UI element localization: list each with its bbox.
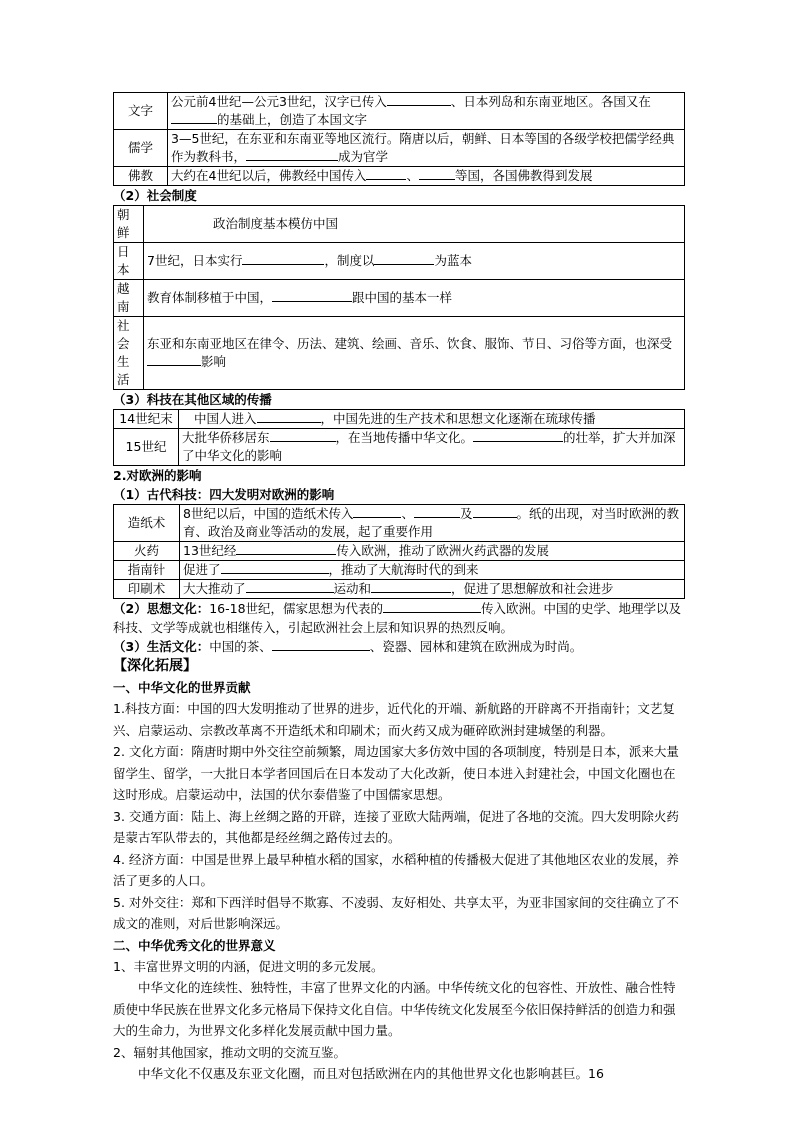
row-header: 儒学 <box>114 130 168 167</box>
table-row <box>114 130 685 167</box>
extension-heading: 【深化拓展】 <box>113 658 197 674</box>
row-header: 指南针 <box>114 561 180 580</box>
fill-blank[interactable] <box>257 410 321 423</box>
contribution-heading: 一、中华文化的世界贡献 <box>113 680 251 695</box>
table-row <box>114 206 685 243</box>
row-content: 7世纪，日本实行 ，制度以 为蓝本 <box>144 243 685 280</box>
contribution-item: 3. 交通方面：陆上、海上丝绸之路的开辟，连接了亚欧大陆两端，促进了各地的交流。四大发明除火药是蒙古军队带去的，其他都是经丝绸之路传过去的。 <box>113 808 679 845</box>
fill-blank[interactable] <box>147 353 201 366</box>
section-heading: （3）科技在其他区域的传播 <box>113 392 272 407</box>
row-content: 东亚和东南亚地区在律令、历法、建筑、绘画、音乐、饮食、服饰、节日、习俗等方面，也深受影响 <box>144 317 685 390</box>
table-row <box>114 561 685 580</box>
table-row <box>114 317 685 390</box>
worksheet-page <box>113 92 685 1085</box>
fill-blank[interactable] <box>419 167 455 180</box>
fill-blank[interactable] <box>473 429 563 442</box>
fill-blank[interactable] <box>272 289 352 302</box>
row-content: 8世纪以后，中国的造纸术传入 、 及 。纸的出现，对当时欧洲的教育、政治及商业等活动的发展，起了重要作用 <box>180 505 685 542</box>
significance-subtitle: 1、丰富世界文明的内涵，促进文明的多元发展。 <box>113 958 384 974</box>
table-row <box>114 542 685 561</box>
contribution-item: 1.科技方面：中国的四大发明推动了世界的进步，近代化的开端、新航路的开辟离不开指南针；文艺复兴、启蒙运动、宗教改革离不开造纸术和印刷术；而火药又成为砸碎欧洲封建城堡的利器。 <box>113 701 675 738</box>
row-header: 日本 <box>114 243 144 280</box>
table-row <box>114 505 685 542</box>
row-header: 15世纪 <box>114 429 179 466</box>
row-header: 社会生活 <box>114 317 144 390</box>
section-heading: 2.对欧洲的影响 <box>113 468 202 483</box>
thought-culture-paragraph: （2）思想文化：16-18世纪，儒家思想为代表的 传入欧洲。中国的史学、地理学以及科技、文学等成就也相继传入，引起欧洲社会上层和知识界的热烈反响。 <box>113 601 682 635</box>
section-heading: （1）古代科技：四大发明对欧洲的影响 <box>113 487 335 502</box>
culture-spread-table <box>113 92 685 186</box>
row-content: 公元前4世纪—公元3世纪，汉字已传入 、日本列岛和东南亚地区。各国又在的基础上，创造了本国文字 <box>168 93 685 130</box>
fill-blank[interactable] <box>221 561 329 574</box>
contribution-item: 5. 对外交往：郑和下西洋时倡导不欺寡、不凌弱、友好相处、共享太平，为亚非国家间的交往确立了不成文的准则，对后世影响深远。 <box>113 894 679 931</box>
row-content: 大批华侨移居东 ，在当地传播中华文化。 的壮举，扩大并加深了中华文化的影响 <box>179 429 685 466</box>
fill-blank[interactable] <box>473 505 517 518</box>
table-row <box>114 410 685 429</box>
row-content: 政治制度基本模仿中国 <box>144 206 685 243</box>
section-heading: （2）社会制度 <box>113 188 197 203</box>
row-header: 朝鲜 <box>114 206 144 243</box>
contribution-item: 2. 文化方面：隋唐时期中外交往空前频繁，周边国家大多仿效中国的各项制度，特别是日本，派来大量留学生、留学，一大批日本学者回国后在日本发动了大化改新，使日本进入封建社会，中国文化圈也在这时形成。启蒙运动中，法国的伏尔泰借鉴了中国儒家思想。 <box>113 744 679 802</box>
fill-blank[interactable] <box>353 505 401 518</box>
row-content: 3—5世纪，在东亚和东南亚等地区流行。隋唐以后，朝鲜、日本等国的各级学校把儒学经典作为教科书， 成为官学 <box>168 130 685 167</box>
row-content: 促进了 ，推动了大航海时代的到来 <box>180 561 685 580</box>
fill-blank[interactable] <box>246 580 334 593</box>
fill-blank[interactable] <box>236 542 336 555</box>
fill-blank[interactable] <box>246 148 338 161</box>
fill-blank[interactable] <box>374 252 434 265</box>
row-header: 文字 <box>114 93 168 130</box>
row-header: 佛教 <box>114 167 168 186</box>
fill-blank[interactable] <box>366 167 406 180</box>
table-row <box>114 167 685 186</box>
table-row <box>114 580 685 599</box>
table-row <box>114 93 685 130</box>
row-content: 大约在4世纪以后，佛教经中国传入 、 等国，各国佛教得到发展 <box>168 167 685 186</box>
table-row <box>114 243 685 280</box>
row-content: 大大推动了 运动和 ，促进了思想解放和社会进步 <box>180 580 685 599</box>
row-header: 越南 <box>114 280 144 317</box>
row-content: 13世纪经 传入欧洲，推动了欧洲火药武器的发展 <box>180 542 685 561</box>
table-row <box>114 280 685 317</box>
fill-blank[interactable] <box>270 429 336 442</box>
fill-blank[interactable] <box>272 638 370 651</box>
significance-heading: 二、中华优秀文化的世界意义 <box>113 937 276 953</box>
row-header: 造纸术 <box>114 505 180 542</box>
table-row <box>114 429 685 466</box>
row-header: 火药 <box>114 542 180 561</box>
fill-blank[interactable] <box>387 93 451 106</box>
life-culture-paragraph: （3）生活文化：中国的茶、 、瓷器、园林和建筑在欧洲成为时尚。 <box>113 639 583 654</box>
inventions-table <box>113 504 685 599</box>
significance-subtitle: 2、辐射其他国家，推动文明的交流互鉴。 <box>113 1044 346 1060</box>
tech-spread-table <box>113 409 685 466</box>
significance-body: 中华文化不仅惠及东亚文化圈，而且对包括欧洲在内的其他世界文化也影响甚巨。16 <box>138 1066 604 1081</box>
row-header: 14世纪末 <box>114 410 179 429</box>
significance-body: 中华文化的连续性、独特性，丰富了世界文化的内涵。中华传统文化的包容性、开放性、融合性特质使中华民族在世界文化多元格局下保持文化自信。中华传统文化发展至今依旧保持鲜活的创造力和强大的生命力，为世界文化多样化发展贡献中国力量。 <box>113 980 676 1038</box>
contribution-item: 4. 经济方面：中国是世界上最早种植水稻的国家，水稻种植的传播极大促进了其他地区农业的发展，养活了更多的人口。 <box>113 851 679 888</box>
fill-blank[interactable] <box>383 600 481 613</box>
fill-blank[interactable] <box>242 252 324 265</box>
row-header: 印刷术 <box>114 580 180 599</box>
fill-blank[interactable] <box>371 580 451 593</box>
fill-blank[interactable] <box>414 505 460 518</box>
row-content: 教育体制移植于中国， 跟中国的基本一样 <box>144 280 685 317</box>
row-content: 中国人进入 ，中国先进的生产技术和思想文化逐渐在琉球传播 <box>179 410 685 429</box>
fill-blank[interactable] <box>171 111 217 124</box>
social-system-table <box>113 205 685 390</box>
